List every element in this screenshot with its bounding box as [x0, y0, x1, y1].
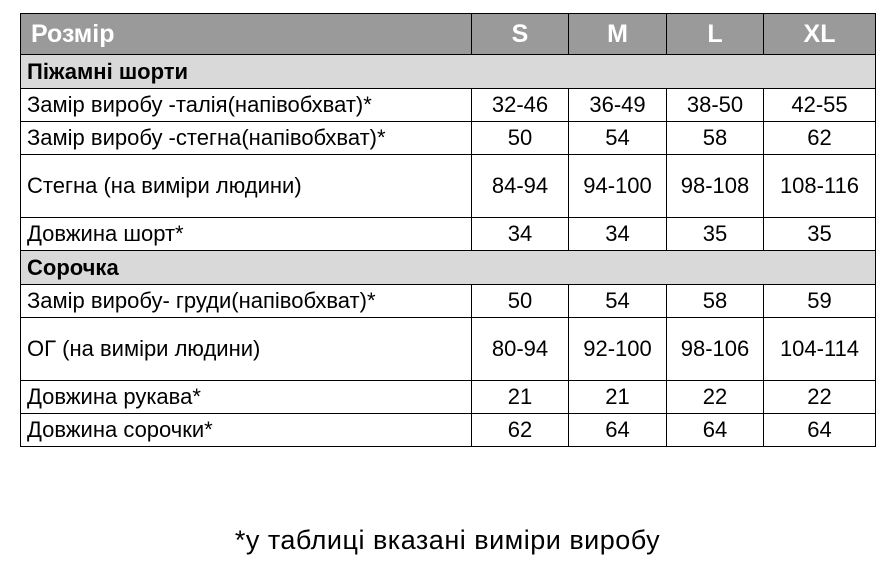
- cell-value: 92-100: [569, 318, 667, 381]
- cell-value: 84-94: [472, 155, 569, 218]
- cell-value: 108-116: [764, 155, 876, 218]
- row-label: Довжина сорочки*: [21, 414, 472, 447]
- cell-value: 62: [764, 122, 876, 155]
- row-label: Довжина шорт*: [21, 218, 472, 251]
- header-size-s: S: [472, 14, 569, 55]
- row-label: ОГ (на виміри людини): [21, 318, 472, 381]
- cell-value: 54: [569, 285, 667, 318]
- cell-value: 42-55: [764, 89, 876, 122]
- cell-value: 32-46: [472, 89, 569, 122]
- table-row: [21, 89, 876, 122]
- cell-value: 22: [667, 381, 764, 414]
- table-row: [21, 218, 876, 251]
- cell-value: 64: [764, 414, 876, 447]
- cell-value: 38-50: [667, 89, 764, 122]
- footnote: *у таблиці вказані виміри виробу: [234, 525, 661, 555]
- cell-value: 35: [667, 218, 764, 251]
- section-row-shirt: [21, 251, 876, 285]
- row-label: Замір виробу- груди(напівобхват)*: [21, 285, 472, 318]
- cell-value: 35: [764, 218, 876, 251]
- table-row: [21, 155, 876, 218]
- cell-value: 62: [472, 414, 569, 447]
- cell-value: 104-114: [764, 318, 876, 381]
- section-row-pajama-shorts: [21, 55, 876, 89]
- table-row: [21, 414, 876, 447]
- header-size-m: M: [569, 14, 667, 55]
- header-row: [21, 14, 876, 55]
- table-row: [21, 122, 876, 155]
- row-label: Замір виробу -стегна(напівобхват)*: [21, 122, 472, 155]
- cell-value: 34: [472, 218, 569, 251]
- cell-value: 98-106: [667, 318, 764, 381]
- table-row: [21, 381, 876, 414]
- cell-value: 21: [472, 381, 569, 414]
- cell-value: 34: [569, 218, 667, 251]
- header-size-l: L: [667, 14, 764, 55]
- section-title: Сорочка: [21, 251, 876, 285]
- section-title: Піжамні шорти: [21, 55, 876, 89]
- row-label: Замір виробу -талія(напівобхват)*: [21, 89, 472, 122]
- cell-value: 22: [764, 381, 876, 414]
- cell-value: 50: [472, 122, 569, 155]
- cell-value: 80-94: [472, 318, 569, 381]
- header-size-xl: XL: [764, 14, 876, 55]
- cell-value: 58: [667, 285, 764, 318]
- cell-value: 50: [472, 285, 569, 318]
- row-label: Довжина рукава*: [21, 381, 472, 414]
- cell-value: 58: [667, 122, 764, 155]
- table-row: [21, 318, 876, 381]
- cell-value: 36-49: [569, 89, 667, 122]
- cell-value: 94-100: [569, 155, 667, 218]
- cell-value: 59: [764, 285, 876, 318]
- table-row: [21, 285, 876, 318]
- cell-value: 21: [569, 381, 667, 414]
- cell-value: 64: [667, 414, 764, 447]
- cell-value: 98-108: [667, 155, 764, 218]
- size-chart-table: [20, 13, 876, 447]
- cell-value: 54: [569, 122, 667, 155]
- header-size-label: Розмір: [21, 14, 472, 55]
- cell-value: 64: [569, 414, 667, 447]
- row-label: Стегна (на виміри людини): [21, 155, 472, 218]
